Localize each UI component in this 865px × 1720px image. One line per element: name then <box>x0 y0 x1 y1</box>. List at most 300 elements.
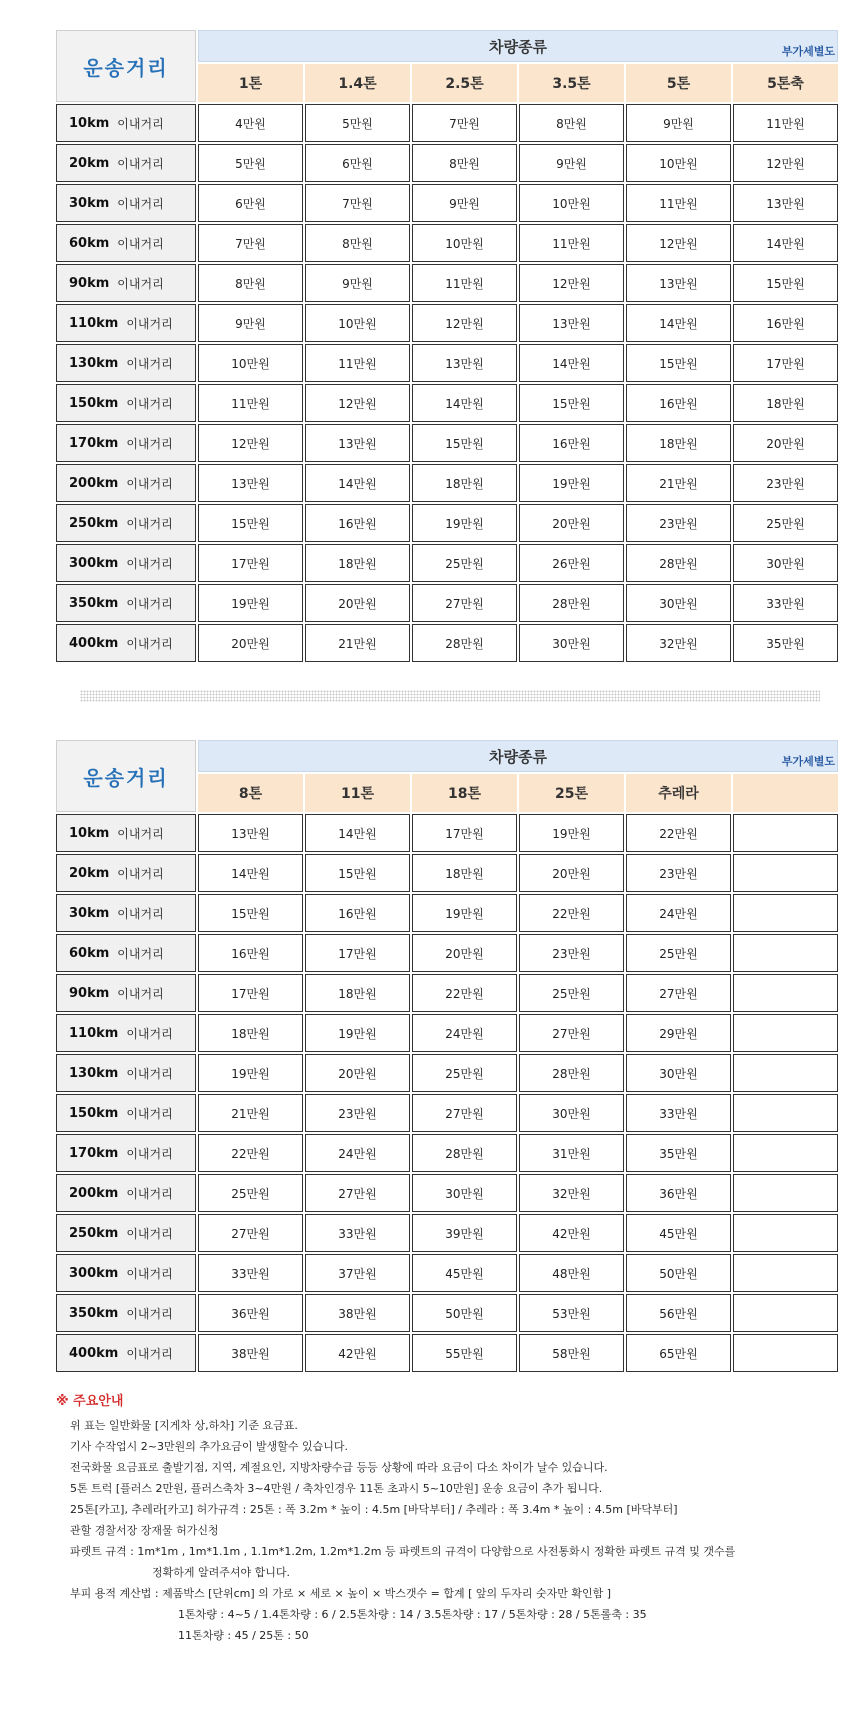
distance-suffix: 이내거리 <box>126 1186 173 1201</box>
dotted-divider <box>80 690 820 702</box>
price-cell: 18만원 <box>305 974 410 1012</box>
distance-km: 10km <box>69 825 110 841</box>
table-row <box>56 1294 838 1332</box>
price-cell: 32만원 <box>626 624 731 662</box>
price-cell: 15만원 <box>626 344 731 382</box>
distance-km: 300km <box>69 1265 119 1281</box>
table-row <box>56 224 838 262</box>
distance-cell <box>56 1054 196 1092</box>
price-cell: 27만원 <box>626 974 731 1012</box>
ton-header-row <box>198 774 838 812</box>
price-cell: 10만원 <box>412 224 517 262</box>
price-cell: 20만원 <box>519 504 624 542</box>
price-cell: 25만원 <box>519 974 624 1012</box>
distance-km: 110km <box>69 1025 119 1041</box>
distance-suffix: 이내거리 <box>126 476 173 491</box>
price-cell: 17만원 <box>733 344 838 382</box>
distance-km: 170km <box>69 435 119 451</box>
price-cell <box>733 974 838 1012</box>
price-cell: 20만원 <box>519 854 624 892</box>
price-cell: 12만원 <box>519 264 624 302</box>
price-cell: 16만원 <box>305 504 410 542</box>
distance-cell <box>56 1094 196 1132</box>
ton-header-cell: 25톤 <box>519 774 624 812</box>
price-cell <box>733 854 838 892</box>
price-cell <box>733 1334 838 1372</box>
price-cell: 9만원 <box>412 184 517 222</box>
distance-suffix: 이내거리 <box>126 636 173 651</box>
price-cell: 13만원 <box>733 184 838 222</box>
ton-header-cell: 2.5톤 <box>412 64 517 102</box>
distance-km: 400km <box>69 1345 119 1361</box>
table-row <box>56 1134 838 1172</box>
price-cells <box>198 464 838 502</box>
price-table-small-trucks <box>56 30 838 662</box>
ton-header-cell: 8톤 <box>198 774 303 812</box>
price-cells <box>198 144 838 182</box>
distance-suffix: 이내거리 <box>126 596 173 611</box>
distance-cell <box>56 544 196 582</box>
price-cell: 30만원 <box>733 544 838 582</box>
price-cell: 32만원 <box>519 1174 624 1212</box>
price-cell: 8만원 <box>305 224 410 262</box>
price-cell: 10만원 <box>626 144 731 182</box>
distance-suffix: 이내거리 <box>117 276 164 291</box>
table-row <box>56 344 838 382</box>
ton-header-cell: 18톤 <box>412 774 517 812</box>
price-cells <box>198 974 838 1012</box>
price-cell: 13만원 <box>198 464 303 502</box>
distance-cell <box>56 1134 196 1172</box>
price-cell: 45만원 <box>626 1214 731 1252</box>
price-cell: 21만원 <box>305 624 410 662</box>
distance-km: 20km <box>69 865 110 881</box>
distance-suffix: 이내거리 <box>126 316 173 331</box>
price-cell: 18만원 <box>305 544 410 582</box>
ton-header-cell: 5톤축 <box>733 64 838 102</box>
price-cells <box>198 814 838 852</box>
distance-cell <box>56 464 196 502</box>
vehicle-title <box>198 30 838 62</box>
distance-km: 200km <box>69 1185 119 1201</box>
ton-header-row <box>198 64 838 102</box>
distance-km: 150km <box>69 1105 119 1121</box>
price-cell: 4만원 <box>198 104 303 142</box>
price-cell: 35만원 <box>626 1134 731 1172</box>
price-cells <box>198 1214 838 1252</box>
distance-cell <box>56 344 196 382</box>
distance-km: 20km <box>69 155 110 171</box>
price-cells <box>198 1334 838 1372</box>
price-cell: 25만원 <box>626 934 731 972</box>
distance-cell <box>56 144 196 182</box>
price-cell: 17만원 <box>412 814 517 852</box>
price-cells <box>198 1174 838 1212</box>
price-cell <box>733 894 838 932</box>
price-cell: 27만원 <box>519 1014 624 1052</box>
distance-suffix: 이내거리 <box>126 1306 173 1321</box>
price-cell: 5만원 <box>305 104 410 142</box>
price-cells <box>198 1014 838 1052</box>
vehicle-title-label: 차량종류 <box>489 747 547 766</box>
price-cell: 7만원 <box>412 104 517 142</box>
price-cells <box>198 894 838 932</box>
price-cells <box>198 424 838 462</box>
ton-header-cell: 추레라 <box>626 774 731 812</box>
notice-line: 11톤차량 : 45 / 25톤 : 50 <box>178 1629 309 1642</box>
table-row <box>56 624 838 662</box>
distance-cell <box>56 1294 196 1332</box>
price-cell <box>733 1174 838 1212</box>
price-cell: 13만원 <box>198 814 303 852</box>
price-cells <box>198 504 838 542</box>
distance-km: 60km <box>69 945 110 961</box>
price-cell: 29만원 <box>626 1014 731 1052</box>
price-cell: 8만원 <box>198 264 303 302</box>
price-cell: 10만원 <box>519 184 624 222</box>
price-cell: 38만원 <box>305 1294 410 1332</box>
ton-header-cell: 1톤 <box>198 64 303 102</box>
table-header <box>56 740 838 812</box>
notice-line: 관할 경찰서장 장재물 허가신청 <box>70 1524 219 1537</box>
price-cell: 24만원 <box>305 1134 410 1172</box>
distance-cell <box>56 1254 196 1292</box>
price-cells <box>198 264 838 302</box>
price-cell: 15만원 <box>198 504 303 542</box>
price-cell: 33만원 <box>305 1214 410 1252</box>
price-cell: 13만원 <box>305 424 410 462</box>
price-cell: 23만원 <box>626 504 731 542</box>
price-cells <box>198 1054 838 1092</box>
price-cell: 18만원 <box>412 854 517 892</box>
distance-km: 130km <box>69 1065 119 1081</box>
price-cell: 27만원 <box>305 1174 410 1212</box>
price-cell: 14만원 <box>519 344 624 382</box>
price-cell: 12만원 <box>198 424 303 462</box>
price-cell: 11만원 <box>198 384 303 422</box>
price-cell: 35만원 <box>733 624 838 662</box>
notice-line: 파렛트 규격 : 1m*1m , 1m*1.1m , 1.1m*1.2m, 1.2m*1.2m 등 파렛트의 규격이 다양함으로 사전통화시 정확한 파렛트 규격 및 갯수를 <box>70 1545 736 1558</box>
price-cell <box>733 1134 838 1172</box>
distance-km: 30km <box>69 905 110 921</box>
table-row <box>56 144 838 182</box>
price-cell: 8만원 <box>519 104 624 142</box>
price-cell: 17만원 <box>198 544 303 582</box>
distance-cell <box>56 304 196 342</box>
distance-km: 30km <box>69 195 110 211</box>
price-cell <box>733 1214 838 1252</box>
table-row <box>56 814 838 852</box>
price-cell <box>733 1294 838 1332</box>
price-cell: 37만원 <box>305 1254 410 1292</box>
price-cell: 11만원 <box>412 264 517 302</box>
notice-line: 1톤차량 : 4~5 / 1.4톤차량 : 6 / 2.5톤차량 : 14 / 3.5톤차량 : 17 / 5톤차량 : 28 / 5톤롤축 : 35 <box>178 1608 647 1621</box>
ton-header-cell: 5톤 <box>626 64 731 102</box>
distance-km: 350km <box>69 595 119 611</box>
table-header <box>56 30 838 102</box>
distance-km: 250km <box>69 515 119 531</box>
price-cell: 15만원 <box>198 894 303 932</box>
price-cell: 26만원 <box>519 544 624 582</box>
price-cell <box>733 814 838 852</box>
distance-cell <box>56 424 196 462</box>
price-cell: 58만원 <box>519 1334 624 1372</box>
price-cells <box>198 934 838 972</box>
price-cell: 33만원 <box>733 584 838 622</box>
distance-km: 200km <box>69 475 119 491</box>
distance-suffix: 이내거리 <box>126 1026 173 1041</box>
price-cell: 50만원 <box>412 1294 517 1332</box>
price-cell: 15만원 <box>305 854 410 892</box>
price-cell <box>733 1014 838 1052</box>
price-cell: 28만원 <box>626 544 731 582</box>
table-body <box>56 104 838 662</box>
price-cell: 30만원 <box>519 624 624 662</box>
price-cell: 19만원 <box>519 464 624 502</box>
price-cell: 28만원 <box>412 624 517 662</box>
distance-suffix: 이내거리 <box>117 906 164 921</box>
table-row <box>56 104 838 142</box>
distance-cell <box>56 184 196 222</box>
table-row <box>56 544 838 582</box>
table-row <box>56 1174 838 1212</box>
price-cell: 20만원 <box>733 424 838 462</box>
price-cell <box>733 1054 838 1092</box>
price-cell: 27만원 <box>198 1214 303 1252</box>
distance-km: 110km <box>69 315 119 331</box>
distance-cell <box>56 384 196 422</box>
price-cell: 30만원 <box>626 584 731 622</box>
distance-km: 130km <box>69 355 119 371</box>
distance-suffix: 이내거리 <box>126 436 173 451</box>
table-row <box>56 384 838 422</box>
distance-suffix: 이내거리 <box>126 1226 173 1241</box>
price-cell: 30만원 <box>519 1094 624 1132</box>
price-cell: 11만원 <box>305 344 410 382</box>
distance-cell <box>56 584 196 622</box>
price-cell: 23만원 <box>733 464 838 502</box>
table-row <box>56 1054 838 1092</box>
price-cell: 27만원 <box>412 584 517 622</box>
price-cell: 17만원 <box>198 974 303 1012</box>
price-cell: 65만원 <box>626 1334 731 1372</box>
price-cell: 19만원 <box>198 584 303 622</box>
distance-km: 60km <box>69 235 110 251</box>
price-cell: 6만원 <box>198 184 303 222</box>
price-cells <box>198 184 838 222</box>
distance-suffix: 이내거리 <box>117 946 164 961</box>
price-cell <box>733 1254 838 1292</box>
distance-suffix: 이내거리 <box>117 156 164 171</box>
price-cell: 25만원 <box>733 504 838 542</box>
price-cell: 9만원 <box>626 104 731 142</box>
table-row <box>56 1334 838 1372</box>
ton-header-cell <box>733 774 838 812</box>
table-row <box>56 854 838 892</box>
notice-line: 전국화물 요금표로 출발기점, 지역, 계절요인, 지방차량수급 등등 상황에 따라 요금이 다소 차이가 날수 있습니다. <box>70 1461 608 1474</box>
distance-suffix: 이내거리 <box>126 356 173 371</box>
price-cell: 39만원 <box>412 1214 517 1252</box>
table-row <box>56 504 838 542</box>
price-cell: 27만원 <box>412 1094 517 1132</box>
distance-title: 운송거리 <box>56 740 196 812</box>
distance-suffix: 이내거리 <box>126 1066 173 1081</box>
notice-section <box>56 1390 846 1646</box>
distance-suffix: 이내거리 <box>126 1266 173 1281</box>
vat-note: 부가세별도 <box>781 45 835 58</box>
price-cell: 23만원 <box>305 1094 410 1132</box>
table-row <box>56 304 838 342</box>
price-cell: 16만원 <box>626 384 731 422</box>
price-cell: 23만원 <box>519 934 624 972</box>
notice-line: 정확하게 알려주셔야 합니다. <box>152 1566 291 1579</box>
price-cell: 13만원 <box>412 344 517 382</box>
ton-header-cell: 11톤 <box>305 774 410 812</box>
price-cells <box>198 304 838 342</box>
ton-header-cell: 1.4톤 <box>305 64 410 102</box>
price-cell: 55만원 <box>412 1334 517 1372</box>
price-cell: 21만원 <box>626 464 731 502</box>
price-cell: 22만원 <box>198 1134 303 1172</box>
price-cell: 11만원 <box>519 224 624 262</box>
distance-cell <box>56 1014 196 1052</box>
price-cell: 22만원 <box>412 974 517 1012</box>
notice-title: ※ 주요안내 <box>56 1394 124 1409</box>
price-cell: 38만원 <box>198 1334 303 1372</box>
price-cell: 19만원 <box>412 504 517 542</box>
distance-cell <box>56 974 196 1012</box>
price-cell: 16만원 <box>198 934 303 972</box>
price-cell: 22만원 <box>626 814 731 852</box>
price-table-large-trucks <box>56 740 838 1372</box>
distance-cell <box>56 624 196 662</box>
vehicle-header <box>198 740 838 812</box>
price-cell <box>733 934 838 972</box>
price-cell: 8만원 <box>412 144 517 182</box>
price-cell: 28만원 <box>519 584 624 622</box>
price-cell: 36만원 <box>626 1174 731 1212</box>
notice-line: 5톤 트럭 [플러스 2만원, 플러스축차 3~4만원 / 축차인경우 11톤 초과시 5~10만원] 운송 요금이 추가 됩니다. <box>70 1482 603 1495</box>
distance-suffix: 이내거리 <box>117 826 164 841</box>
price-cell: 42만원 <box>519 1214 624 1252</box>
price-cell: 19만원 <box>305 1014 410 1052</box>
distance-suffix: 이내거리 <box>126 516 173 531</box>
price-cell: 56만원 <box>626 1294 731 1332</box>
distance-km: 250km <box>69 1225 119 1241</box>
price-cell: 9만원 <box>519 144 624 182</box>
distance-km: 150km <box>69 395 119 411</box>
price-cell: 31만원 <box>519 1134 624 1172</box>
distance-cell <box>56 224 196 262</box>
price-cells <box>198 384 838 422</box>
price-cell: 12만원 <box>626 224 731 262</box>
price-cells <box>198 854 838 892</box>
distance-km: 10km <box>69 115 110 131</box>
vehicle-header <box>198 30 838 102</box>
price-cell: 18만원 <box>198 1014 303 1052</box>
distance-km: 350km <box>69 1305 119 1321</box>
price-cell: 24만원 <box>412 1014 517 1052</box>
table-row <box>56 1214 838 1252</box>
price-cells <box>198 344 838 382</box>
price-cell: 20만원 <box>305 1054 410 1092</box>
price-cell: 30만원 <box>412 1174 517 1212</box>
distance-suffix: 이내거리 <box>117 196 164 211</box>
price-cell: 10만원 <box>305 304 410 342</box>
table-row <box>56 184 838 222</box>
distance-cell <box>56 894 196 932</box>
price-cell: 23만원 <box>626 854 731 892</box>
price-cell: 25만원 <box>412 1054 517 1092</box>
distance-km: 170km <box>69 1145 119 1161</box>
price-cell: 17만원 <box>305 934 410 972</box>
notice-line: 25톤[카고], 추레라[카고] 허가규격 : 25톤 : 폭 3.2m * 높이 : 4.5m [바닥부터] / 추레라 : 폭 3.4m * 높이 : 4.5m [바닥부터] <box>70 1503 678 1516</box>
table-row <box>56 264 838 302</box>
price-cell: 18만원 <box>733 384 838 422</box>
table-row <box>56 584 838 622</box>
price-cells <box>198 1134 838 1172</box>
price-cell: 9만원 <box>305 264 410 302</box>
distance-cell <box>56 104 196 142</box>
table-row <box>56 894 838 932</box>
price-cell: 20만원 <box>412 934 517 972</box>
price-cell: 11만원 <box>626 184 731 222</box>
price-cell: 18만원 <box>626 424 731 462</box>
price-cell: 45만원 <box>412 1254 517 1292</box>
price-cell: 19만원 <box>412 894 517 932</box>
price-cell: 33만원 <box>198 1254 303 1292</box>
price-cell: 28만원 <box>412 1134 517 1172</box>
distance-suffix: 이내거리 <box>126 1106 173 1121</box>
distance-cell <box>56 1214 196 1252</box>
distance-suffix: 이내거리 <box>126 1146 173 1161</box>
table-row <box>56 934 838 972</box>
price-cell: 50만원 <box>626 1254 731 1292</box>
price-cell: 13만원 <box>626 264 731 302</box>
price-cell: 28만원 <box>519 1054 624 1092</box>
distance-km: 300km <box>69 555 119 571</box>
distance-cell <box>56 814 196 852</box>
table-body <box>56 814 838 1372</box>
price-cell: 14만원 <box>305 814 410 852</box>
price-cell: 7만원 <box>198 224 303 262</box>
price-cell: 19만원 <box>519 814 624 852</box>
price-cell: 12만원 <box>733 144 838 182</box>
price-cell: 5만원 <box>198 144 303 182</box>
price-cell: 6만원 <box>305 144 410 182</box>
price-cell: 15만원 <box>519 384 624 422</box>
distance-km: 90km <box>69 275 110 291</box>
distance-suffix: 이내거리 <box>126 556 173 571</box>
price-cells <box>198 584 838 622</box>
distance-cell <box>56 264 196 302</box>
vat-note: 부가세별도 <box>781 755 835 768</box>
price-cell: 33만원 <box>626 1094 731 1132</box>
table-row <box>56 1094 838 1132</box>
price-cell: 25만원 <box>412 544 517 582</box>
distance-suffix: 이내거리 <box>126 396 173 411</box>
price-cells <box>198 224 838 262</box>
price-cells <box>198 624 838 662</box>
vehicle-title-label: 차량종류 <box>489 37 547 56</box>
price-cell: 9만원 <box>198 304 303 342</box>
table-row <box>56 424 838 462</box>
notice-lines <box>56 1415 846 1646</box>
price-cell: 12만원 <box>305 384 410 422</box>
distance-cell <box>56 1334 196 1372</box>
price-cell: 42만원 <box>305 1334 410 1372</box>
price-cells <box>198 1094 838 1132</box>
